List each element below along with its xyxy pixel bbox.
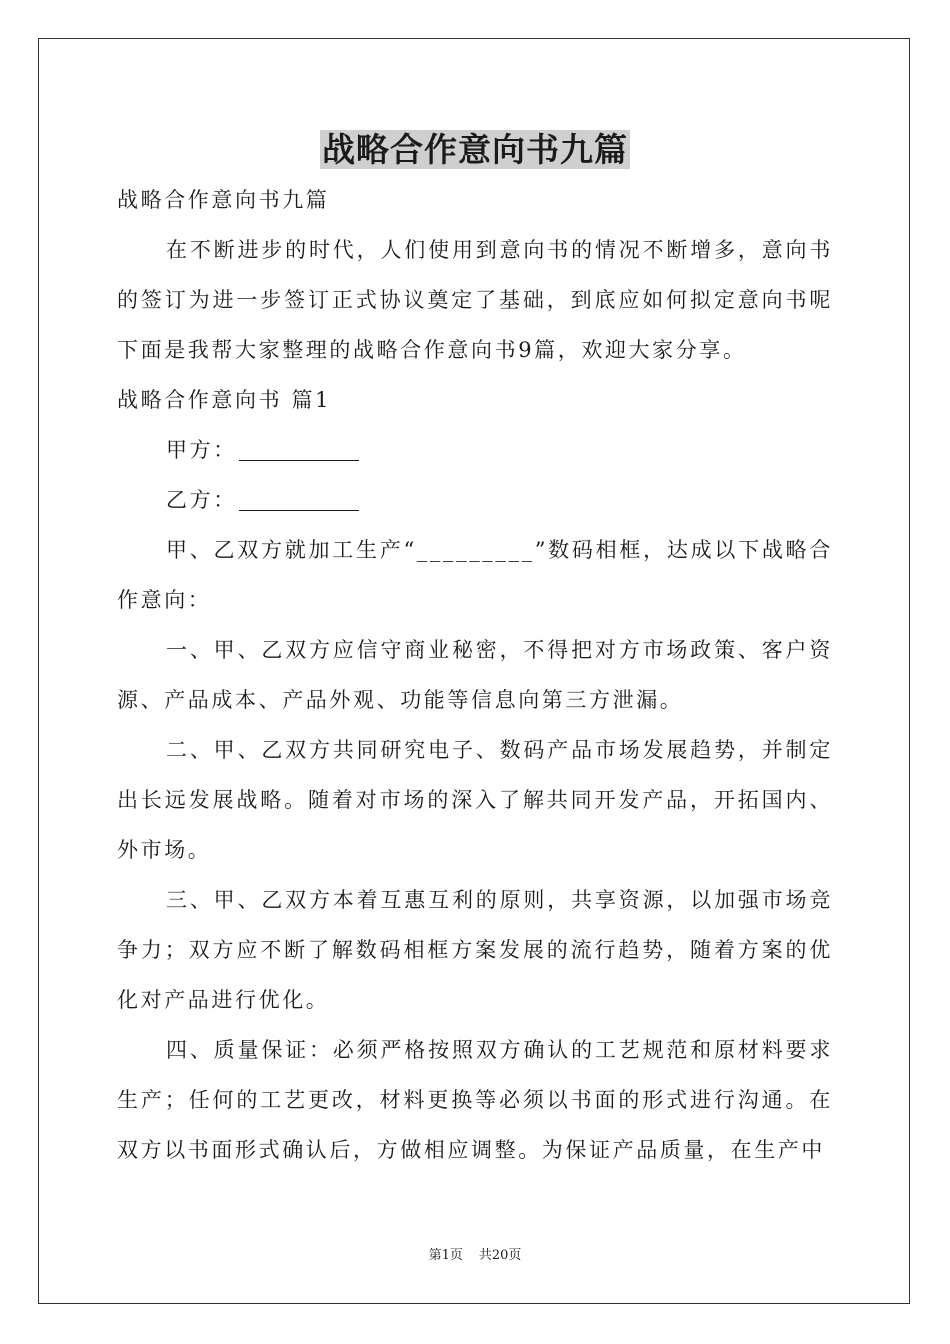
clause-4-paragraph: 四、质量保证：必须严格按照双方确认的工艺规范和原材料要求生产；任何的工艺更改，材料更换等必须以书面的形式进行沟通。在双方以书面形式确认后，方做相应调整。为保证产品质量，在生产中 [117, 1038, 833, 1162]
party-a-label: 甲方： [166, 438, 237, 462]
clause-1-paragraph: 一、甲、乙双方应信守商业秘密，不得把对方市场政策、客户资源、产品成本、产品外观、功能等信息向第三方泄漏。 [117, 638, 833, 712]
page-number-total: 共20页 [478, 1248, 522, 1263]
clause-2-paragraph: 二、甲、乙双方共同研究电子、数码产品市场发展趋势，并制定出长远发展战略。随着对市场的深入了解共同开发产品，开拓国内、外市场。 [117, 738, 833, 862]
page-number-current: 第1页 [428, 1248, 463, 1263]
party-b-blank [239, 488, 359, 511]
document-body [117, 175, 833, 1175]
party-a-line [117, 425, 833, 475]
party-b-label: 乙方： [166, 488, 237, 512]
page-footer [0, 1244, 950, 1263]
party-b-line [117, 475, 833, 525]
party-a-blank [239, 438, 359, 461]
document-subtitle: 战略合作意向书九篇 [117, 188, 330, 212]
agreement-intro-paragraph: 甲、乙双方就加工生产“_________”数码相框，达成以下战略合作意向： [117, 538, 833, 612]
intro-paragraph: 在不断进步的时代，人们使用到意向书的情况不断增多，意向书的签订为进一步签订正式协议奠定了基础，到底应如何拟定意向书呢下面是我帮大家整理的战略合作意向书9篇，欢迎大家分享。 [117, 238, 833, 362]
document-title-text: 战略合作意向书九篇 [322, 130, 628, 169]
document-title [0, 126, 950, 174]
section-heading: 战略合作意向书 篇1 [117, 388, 332, 412]
clause-3-paragraph: 三、甲、乙双方本着互惠互利的原则，共享资源，以加强市场竞争力；双方应不断了解数码相框方案发展的流行趋势，随着方案的优化对产品进行优化。 [117, 888, 833, 1012]
